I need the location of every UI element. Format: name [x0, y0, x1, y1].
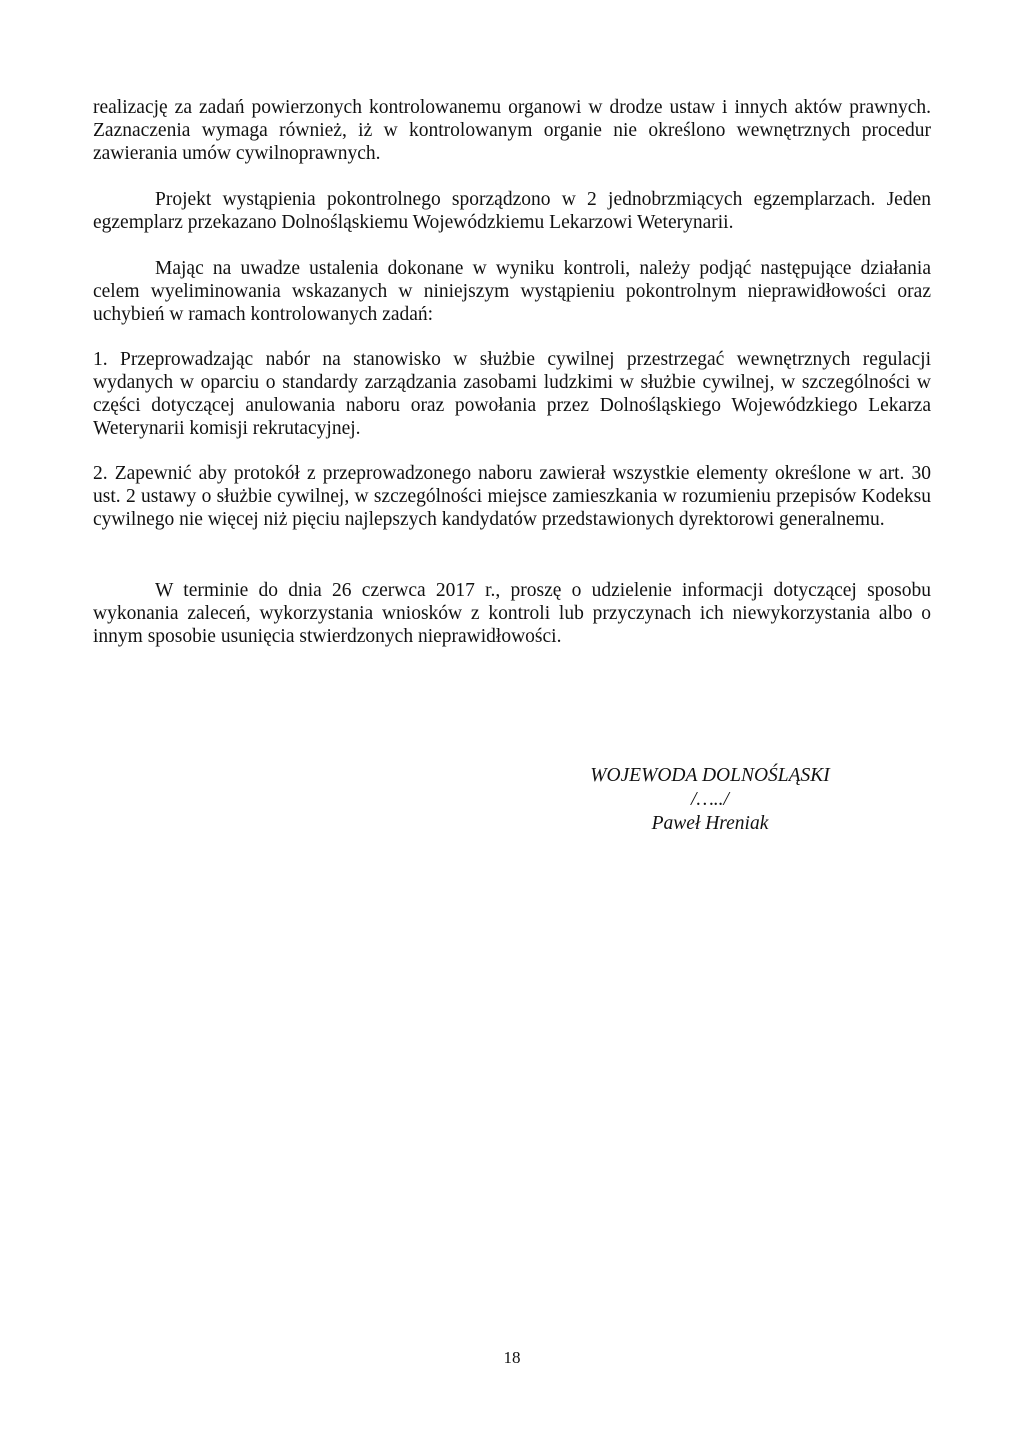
page-number: 18 — [503, 1348, 521, 1367]
paragraph-continuation: realizację za zadań powierzonych kontrolowanemu organowi w drodze ustaw i innych aktów prawnych. Zaznaczenia wymaga również, iż w kontrolowanym organie nie określono wewnętrznych procedur zawierania umów cywilnoprawnych. — [93, 97, 931, 164]
signature-title: WOJEWODA DOLNOŚLĄSKI — [590, 765, 830, 786]
recommendation-2: 2. Zapewnić aby protokół z przeprowadzonego naboru zawierał wszystkie elementy określone w art. 30 ust. 2 ustawy o służbie cywilnej, w szczególności miejsce zamieszkania w rozumieniu przepisów Kodeksu cywilnego nie więcej niż pięciu najlepszych kandydatów przedstawionych dyrektorowi generalnemu. — [93, 463, 931, 530]
signature-block — [560, 764, 860, 836]
recommendation-1: 1. Przeprowadzając nabór na stanowisko w służbie cywilnej przestrzegać wewnętrznych regulacji wydanych w oparciu o standardy zarządzania zasobami ludzkimi w służbie cywilnej, w szczególności w części dotyczącej anulowania naboru oraz powołania przez Dolnośląskiego Wojewódzkiego Lekarza Weterynarii komisji rekrutacyjnej. — [93, 349, 931, 439]
paragraph-recommendations-intro: Mając na uwadze ustalenia dokonane w wyniku kontroli, należy podjąć następujące działania celem wyeliminowania wskazanych w niniejszym wystąpieniu pokontrolnym nieprawidłowości oraz uchybień w ramach kontrolowanych zadań: — [93, 258, 931, 325]
paragraph-project-copies: Projekt wystąpienia pokontrolnego sporządzono w 2 jednobrzmiących egzemplarzach. Jeden egzemplarz przekazano Dolnośląskiemu Wojewódzkiemu Lekarzowi Weterynarii. — [93, 189, 931, 233]
signature-mark: /…../ — [691, 789, 729, 810]
paragraph-deadline: W terminie do dnia 26 czerwca 2017 r., proszę o udzielenie informacji dotyczącej sposobu wykonania zaleceń, wykorzystania wniosków z kontroli lub przyczynach ich niewykorzystania albo o innym sposobie usunięcia stwierdzonych nieprawidłowości. — [93, 580, 931, 647]
document-body — [93, 96, 931, 648]
signature-name: Paweł Hreniak — [651, 813, 769, 834]
